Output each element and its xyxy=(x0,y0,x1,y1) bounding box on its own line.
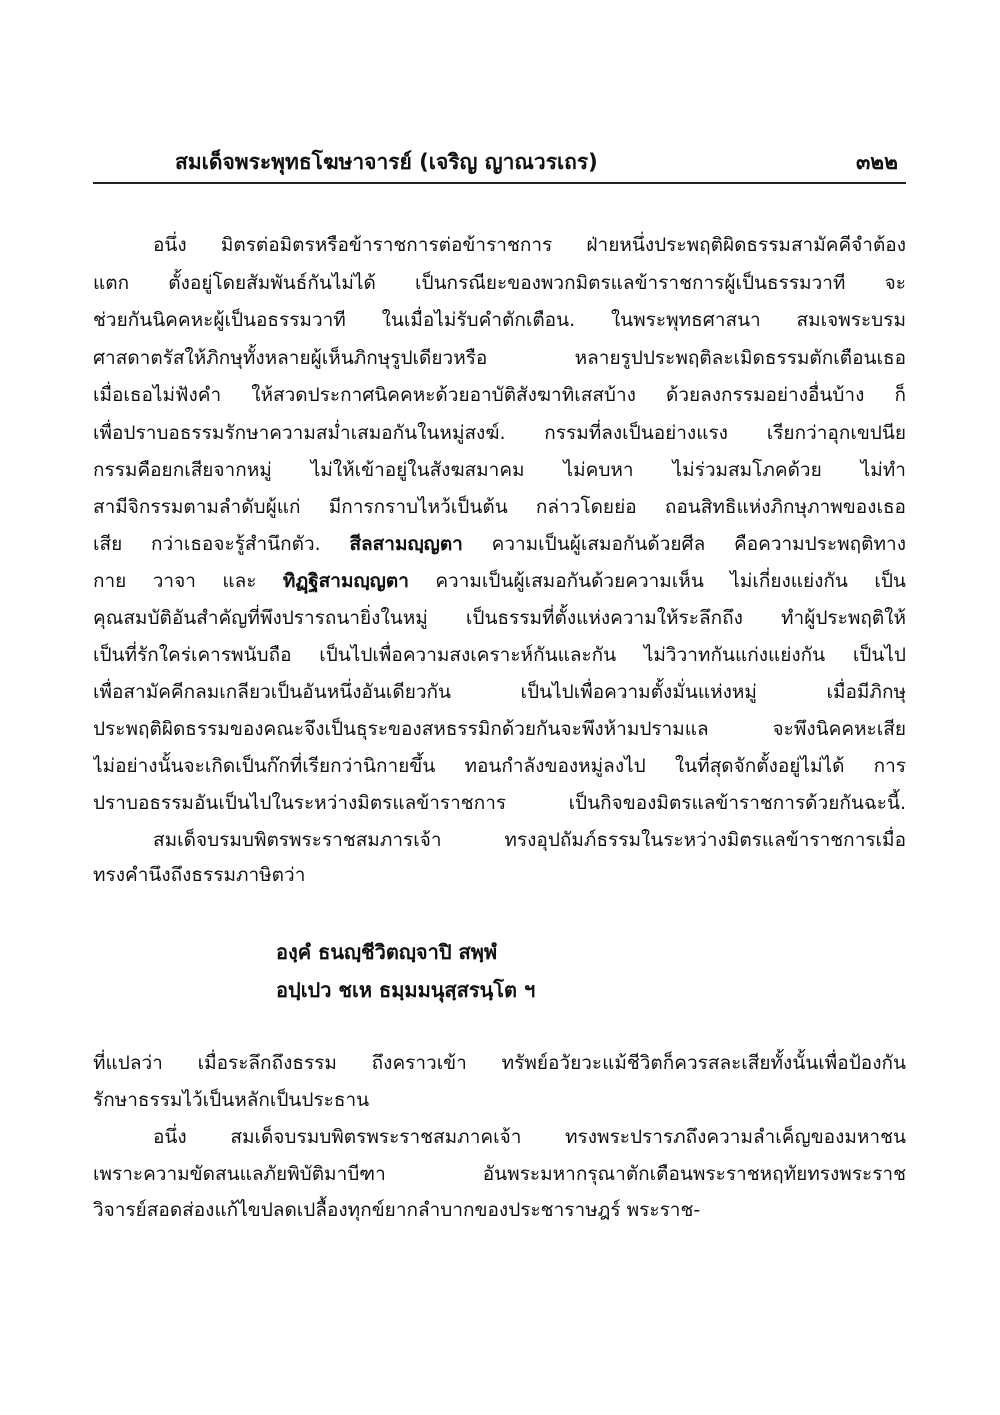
para3-line-1 xyxy=(93,1048,906,1078)
text-segment: เรียกว่าอุกเขปนีย xyxy=(766,422,906,444)
para1-line-5 xyxy=(93,380,906,410)
text-segment: สามีจิกรรมตามลำดับผู้แก่ xyxy=(93,496,301,518)
text-segment: กล่าวโดยย่อ xyxy=(535,496,637,518)
para1-line-3 xyxy=(93,305,906,335)
text-segment: ปราบอธรรมอันเป็นไปในระหว่างมิตรแลข้าราชการ xyxy=(93,792,507,814)
para2-line-1 xyxy=(93,825,906,855)
para1-line-16 xyxy=(93,788,906,818)
para1-line-15 xyxy=(93,751,906,781)
text-segment: กรรมคือยกเสียจากหมู่ xyxy=(93,459,272,481)
para1-line-7 xyxy=(93,455,906,485)
page-number: ๓๒๒ xyxy=(855,150,898,174)
para4-line-3 xyxy=(93,1195,906,1225)
text-segment: เพราะความขัดสนแลภัยพิบัติมาบีฑา xyxy=(93,1163,386,1185)
text-segment: อนึ่ง xyxy=(153,1126,187,1148)
text-segment: ในเมื่อไม่รับคำตักเตือน. xyxy=(381,309,576,331)
text-segment: ประพฤติผิดธรรมของคณะจึงเป็นธุระของสหธรรมิกด้วยกันจะพึงห้ามปรามแล xyxy=(93,718,709,740)
para2-line-2 xyxy=(93,860,906,890)
text-segment: ก็ xyxy=(894,384,906,406)
text-segment: สมเด็จบรมบพิตรพระราชสมภาคเจ้า xyxy=(230,1126,522,1148)
bold-term-ditthi-samannata: ทิฏฺฐิสามญฺญตา xyxy=(282,570,409,592)
header-rule xyxy=(93,182,906,184)
text-segment: ถึงคราวเข้า xyxy=(371,1052,467,1074)
text-segment: เป็นไปเพื่อความสงเคราะห์กันและกัน xyxy=(319,644,617,666)
text-segment: ไม่ทำ xyxy=(860,459,906,481)
text-segment: ไม่คบหา xyxy=(563,459,634,481)
text-segment: เพื่อปราบอธรรมรักษาความสม่ำเสมอกันในหมู่สงฆ์. xyxy=(93,422,506,444)
text-segment: คือความประพฤติทาง xyxy=(733,533,906,555)
page-header xyxy=(93,140,906,184)
text-segment: กรรมที่ลงเป็นอย่างแรง xyxy=(544,422,728,444)
bold-term-sila-samannata: สีลสามญฺญตา xyxy=(349,533,463,555)
para4-line-1 xyxy=(93,1122,906,1152)
text-segment: ในพระพุทธศาสนา xyxy=(610,309,761,331)
text-segment: ไม่วิวาทกันแก่งแย่งกัน xyxy=(643,644,826,666)
para1-line-14 xyxy=(93,714,906,744)
para4-line-2 xyxy=(93,1159,906,1189)
text-segment: วิจารย์สอดส่องแก้ไขปลดเปลื้องทุกข์ยากลำบากของประชาราษฎร์ พระราช- xyxy=(93,1199,701,1221)
text-segment: ช่วยกันนิคคหะผู้เป็นอธรรมวาที xyxy=(93,309,346,331)
text-segment: สมเจพระบรม xyxy=(796,309,906,331)
text-segment: และ xyxy=(222,570,257,592)
para3-line-2 xyxy=(93,1085,906,1115)
text-segment: ความเป็นผู้เสมอกันด้วยศีล xyxy=(491,533,706,555)
text-segment: ไม่อย่างนั้นจะเกิดเป็นก๊กที่เรียกว่านิกายขึ้น xyxy=(93,755,436,777)
para1-line-9 xyxy=(93,529,906,559)
text-segment: วาจา xyxy=(152,570,196,592)
text-segment: รักษาธรรมไว้เป็นหลักเป็นประธาน xyxy=(93,1089,370,1111)
text-segment: ไม่เกี่ยงแย่งกัน xyxy=(730,570,848,592)
para1-line-13 xyxy=(93,677,906,707)
text-segment: ทรัพย์อวัยวะแม้ชีวิตก็ควรสละเสียทั้งนั้นเพื่อป้องกัน xyxy=(501,1052,906,1074)
text-segment: เมื่อระลึกถึงธรรม xyxy=(197,1052,337,1074)
text-segment: ถอนสิทธิแห่งภิกษุภาพของเธอ xyxy=(664,496,906,518)
text-segment: เป็น xyxy=(874,570,906,592)
text-segment: ไม่ร่วมสมโภคด้วย xyxy=(672,459,822,481)
para1-line-12 xyxy=(93,640,906,670)
text-segment: หลายรูปประพฤติละเมิดธรรมตักเตือนเธอ xyxy=(574,347,906,369)
pali-verse-line-1: องฺคํ ธนญฺชีวิตญฺจาปิ สพฺพํ xyxy=(276,940,498,964)
text-segment: กาย xyxy=(93,570,127,592)
text-segment: ทรงคำนึงถึงธรรมภาษิตว่า xyxy=(93,864,306,886)
text-segment: มีการกราบไหว้เป็นต้น xyxy=(328,496,508,518)
text-segment: ในที่สุดจักตั้งอยู่ไม่ได้ xyxy=(674,755,845,777)
text-segment: ทำผู้ประพฤติให้ xyxy=(781,607,906,629)
text-segment: การ xyxy=(873,755,906,777)
text-segment: เสีย xyxy=(93,533,123,555)
text-segment: แตก xyxy=(93,272,130,294)
text-segment: เป็นธรรมที่ตั้งแห่งความให้ระลึกถึง xyxy=(465,607,743,629)
text-segment: ศาสดาตรัสให้ภิกษุทั้งหลายผู้เห็นภิกษุรูปเดียวหรือ xyxy=(93,347,488,369)
text-segment: ไม่ให้เข้าอยู่ในสังฆสมาคม xyxy=(310,459,525,481)
text-segment: ที่แปลว่า xyxy=(93,1052,163,1074)
text-segment: เมื่อมีภิกษุ xyxy=(826,681,906,703)
pali-verse-line-2: อปฺเปว ชเห ธมฺมมนุสฺสรนฺโต ฯ xyxy=(276,978,536,1002)
text-segment: อันพระมหากรุณาตักเตือนพระราชหฤทัยทรงพระราช xyxy=(482,1163,906,1185)
text-segment: คุณสมบัติอันสำคัญที่พึงปรารถนายิ่งในหมู่ xyxy=(93,607,428,629)
text-segment: เมื่อเธอไม่ฟังคำ xyxy=(93,384,222,406)
text-segment: มิตรต่อมิตรหรือข้าราชการต่อข้าราชการ xyxy=(220,234,553,256)
text-segment: เป็นกิจของมิตรแลข้าราชการด้วยกันฉะนี้. xyxy=(568,792,906,814)
text-segment: ฝ่ายหนึ่งประพฤติผิดธรรมสามัคคีจำต้อง xyxy=(586,234,906,256)
text-segment: ตั้งอยู่โดยสัมพันธ์กันไม่ได้ xyxy=(168,272,376,294)
para1-line-10 xyxy=(93,566,906,596)
para1-line-1 xyxy=(93,230,906,260)
text-segment: สมเด็จบรมบพิตรพระราชสมภารเจ้า xyxy=(153,829,442,851)
text-segment: ด้วยลงกรรมอย่างอื่นบ้าง xyxy=(665,384,865,406)
text-segment: อนึ่ง xyxy=(153,234,187,256)
text-segment: เพื่อสามัคคีกลมเกลียวเป็นอันหนึ่งอันเดียวกัน xyxy=(93,681,452,703)
text-segment: ความเป็นผู้เสมอกันด้วยความเห็น xyxy=(435,570,704,592)
text-segment: เป็นที่รักใคร่เคารพนับถือ xyxy=(93,644,292,666)
para1-line-2 xyxy=(93,268,906,298)
text-segment: ทรงพระปรารภถึงความลำเค็ญของมหาชน xyxy=(565,1126,906,1148)
text-segment: จะ xyxy=(884,272,906,294)
para1-line-11 xyxy=(93,603,906,633)
text-segment: จะพึงนิคคหะเสีย xyxy=(772,718,906,740)
text-segment: ให้สวดประกาศนิคคหะด้วยอาบัติสังฆาทิเสสบ้าง xyxy=(251,384,636,406)
text-segment: เป็นไปเพื่อความตั้งมั่นแห่งหมู่ xyxy=(520,681,757,703)
text-segment: ทอนกำลังของหมู่ลงไป xyxy=(464,755,646,777)
text-segment: เป็นไป xyxy=(852,644,906,666)
text-segment: ทรงอุปถัมภ์ธรรมในระหว่างมิตรแลข้าราชการเมื่อ xyxy=(504,829,906,851)
text-segment: เป็นกรณียะของพวกมิตรแลข้าราชการผู้เป็นธรรมวาที xyxy=(415,272,846,294)
text-segment: กว่าเธอจะรู้สำนึกตัว. xyxy=(150,533,321,555)
para1-line-6 xyxy=(93,418,906,448)
para1-line-4 xyxy=(93,343,906,373)
para1-line-8 xyxy=(93,492,906,522)
running-title: สมเด็จพระพุทธโฆษาจารย์ (เจริญ ญาณวรเถร) xyxy=(175,150,598,174)
